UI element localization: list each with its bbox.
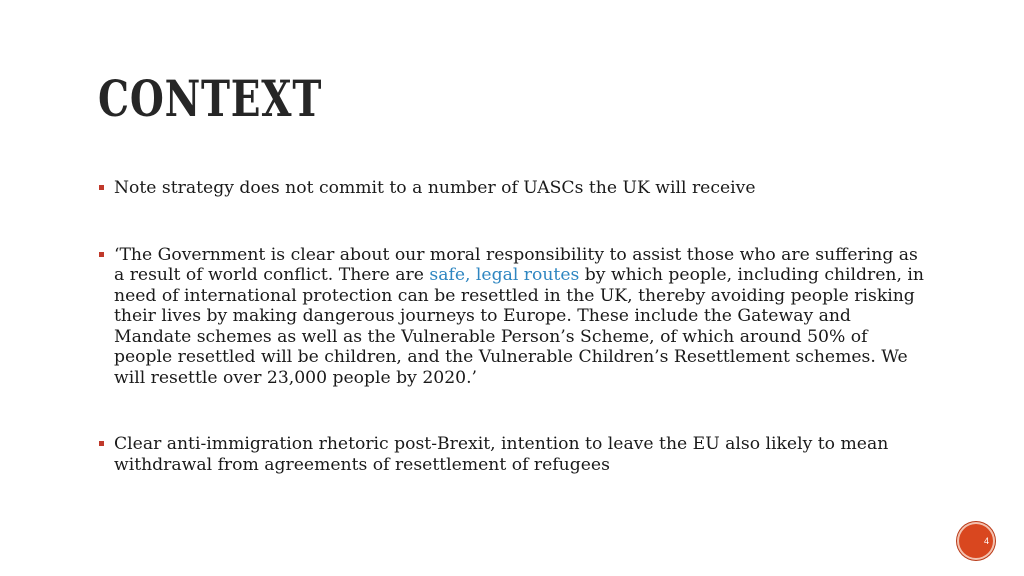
square-bullet-icon bbox=[99, 185, 104, 190]
slide-number: 4 bbox=[983, 536, 989, 546]
square-bullet-icon bbox=[99, 252, 104, 257]
safe-legal-routes-link[interactable]: safe, legal routes bbox=[429, 265, 580, 285]
bullet-text: Clear anti-immigration rhetoric post-Brexit, intention to leave the EU also likely to mean withdrawal from agreements of resettlement of refugees bbox=[114, 434, 889, 475]
bullet-text-end: by which people, including children, in need of international protection can be resettled in the UK, thereby avoiding people risking their lives by making dangerous journeys to Europe. These include the Gateway and Mandate schemes as well as the Vulnerable Person’s Scheme, of which around 50% of people resettled will be children, and the Vulnerable Children’s Resettlement schemes. We will resettle over 23,000 people by 2020.’ bbox=[114, 265, 924, 388]
bullet-item bbox=[98, 245, 928, 389]
slide-number-badge bbox=[957, 522, 995, 560]
slide-title: CONTEXT bbox=[98, 69, 323, 128]
bullet-text-start: ‘The Government is clear about our moral responsibility to assist those who are suffering as a result of world conflict. There are bbox=[114, 244, 918, 285]
bullet-list bbox=[98, 178, 928, 475]
bullet-item bbox=[98, 178, 928, 199]
bullet-item bbox=[98, 434, 928, 475]
square-bullet-icon bbox=[99, 441, 104, 446]
bullet-text: Note strategy does not commit to a number of UASCs the UK will receive bbox=[114, 178, 756, 198]
